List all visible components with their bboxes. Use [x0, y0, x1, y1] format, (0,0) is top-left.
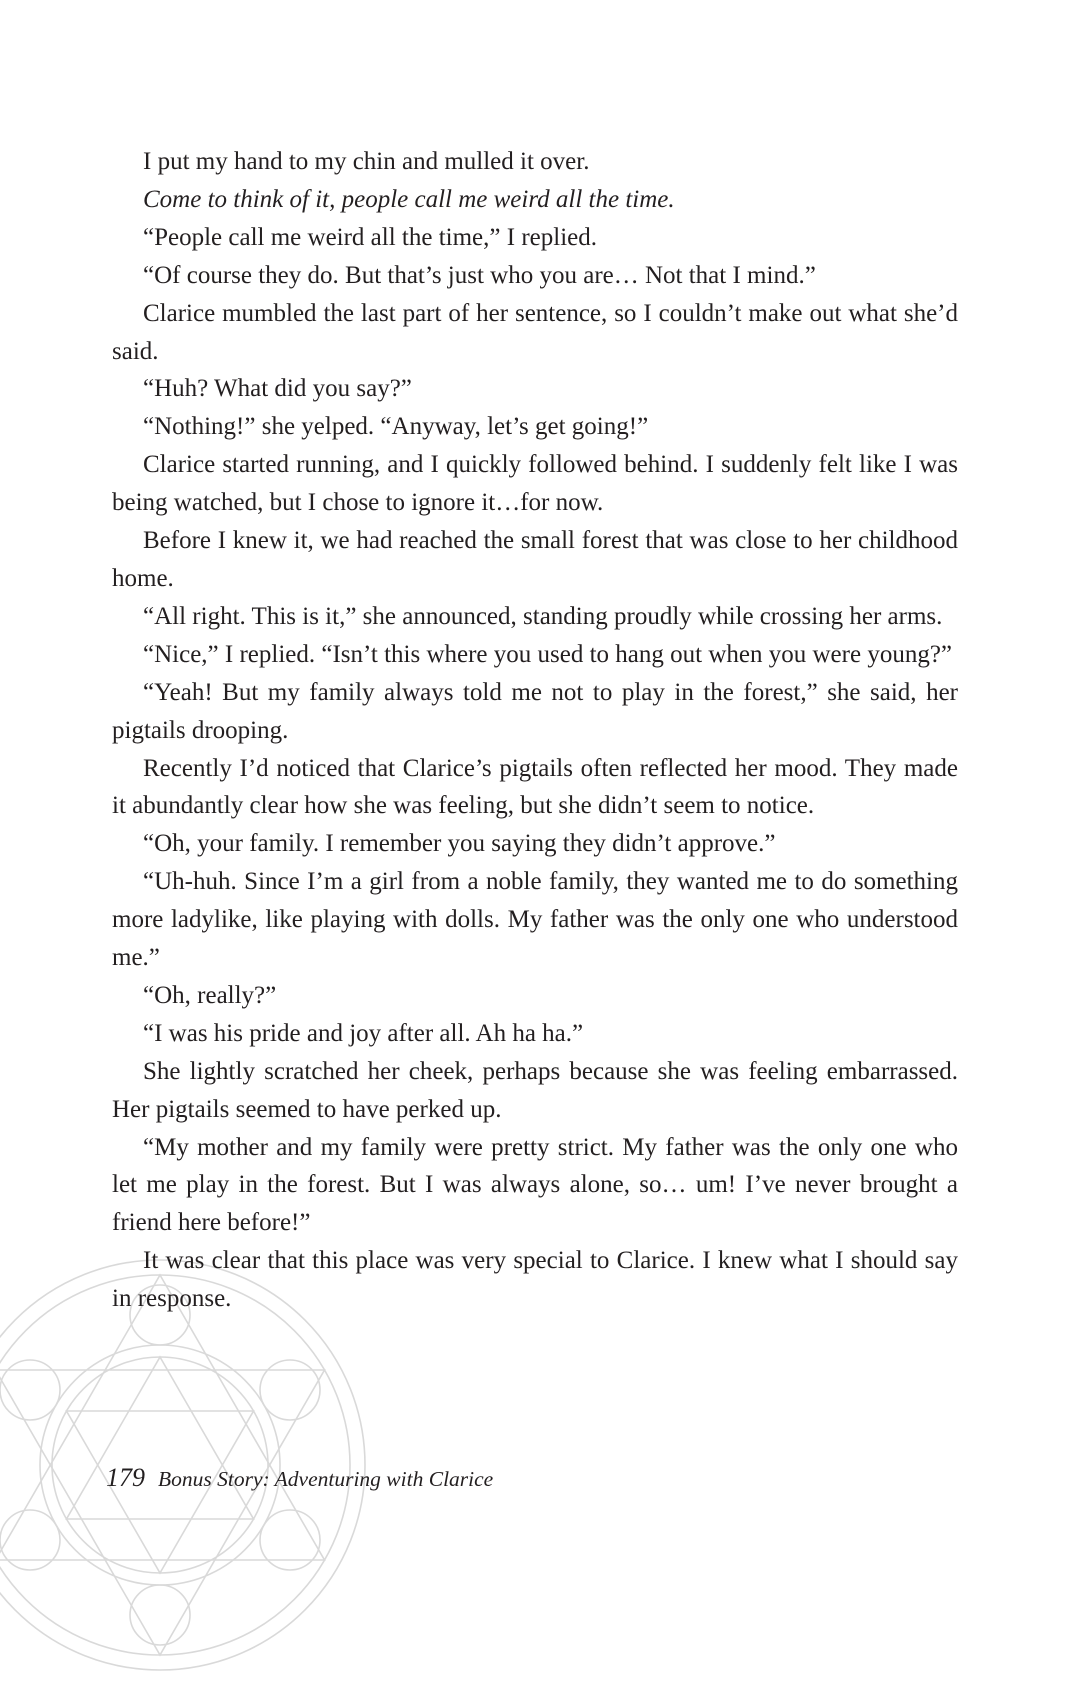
paragraph: “Oh, your family. I remember you saying they didn’t approve.”	[143, 830, 776, 858]
paragraph: Come to think of it, people call me weird all the time.	[143, 185, 675, 213]
paragraph: Clarice started running, and I quickly followed behind. I suddenly felt like I was being watched, but I chose to ignore it…for now.	[112, 451, 958, 517]
paragraph: “All right. This is it,” she announced, standing proudly while crossing her arms.	[143, 602, 943, 630]
page-number: 179	[106, 1463, 145, 1492]
paragraph: It was clear that this place was very special to Clarice. I knew what I should say in response.	[112, 1247, 958, 1313]
body-text	[112, 143, 958, 1318]
paragraph: Clarice mumbled the last part of her sentence, so I couldn’t make out what she’d said.	[112, 299, 958, 365]
paragraph: “I was his pride and joy after all. Ah ha ha.”	[143, 1019, 584, 1047]
paragraph: Recently I’d noticed that Clarice’s pigtails often reflected her mood. They made it abundantly clear how she was feeling, but she didn’t seem to notice.	[112, 754, 958, 820]
paragraph: I put my hand to my chin and mulled it over.	[143, 148, 590, 175]
paragraph: She lightly scratched her cheek, perhaps because she was feeling embarrassed. Her pigtails seemed to have perked up.	[112, 1057, 958, 1123]
paragraph: Before I knew it, we had reached the small forest that was close to her childhood home.	[112, 527, 958, 592]
paragraph: “Nothing!” she yelped. “Anyway, let’s get going!”	[143, 413, 649, 441]
paragraph: “People call me weird all the time,” I replied.	[143, 223, 597, 251]
paragraph: “Uh-huh. Since I’m a girl from a noble family, they wanted me to do something more ladylike, like playing with dolls. My father was the only one who understood me.”	[112, 868, 958, 972]
paragraph: “Oh, really?”	[143, 981, 277, 1009]
page-footer	[106, 1463, 493, 1493]
paragraph: “My mother and my family were pretty strict. My father was the only one who let me play in the forest. But I was always alone, so… um! I’ve never brought a friend here before!”	[112, 1133, 958, 1237]
running-title: Bonus Story: Adventuring with Clarice	[158, 1467, 494, 1491]
paragraph: “Huh? What did you say?”	[143, 375, 412, 403]
paragraph: “Of course they do. But that’s just who you are… Not that I mind.”	[143, 261, 816, 289]
paragraph: “Nice,” I replied. “Isn’t this where you used to hang out when you were young?”	[143, 640, 953, 668]
paragraph: “Yeah! But my family always told me not to play in the forest,” she said, her pigtails drooping.	[112, 678, 958, 744]
